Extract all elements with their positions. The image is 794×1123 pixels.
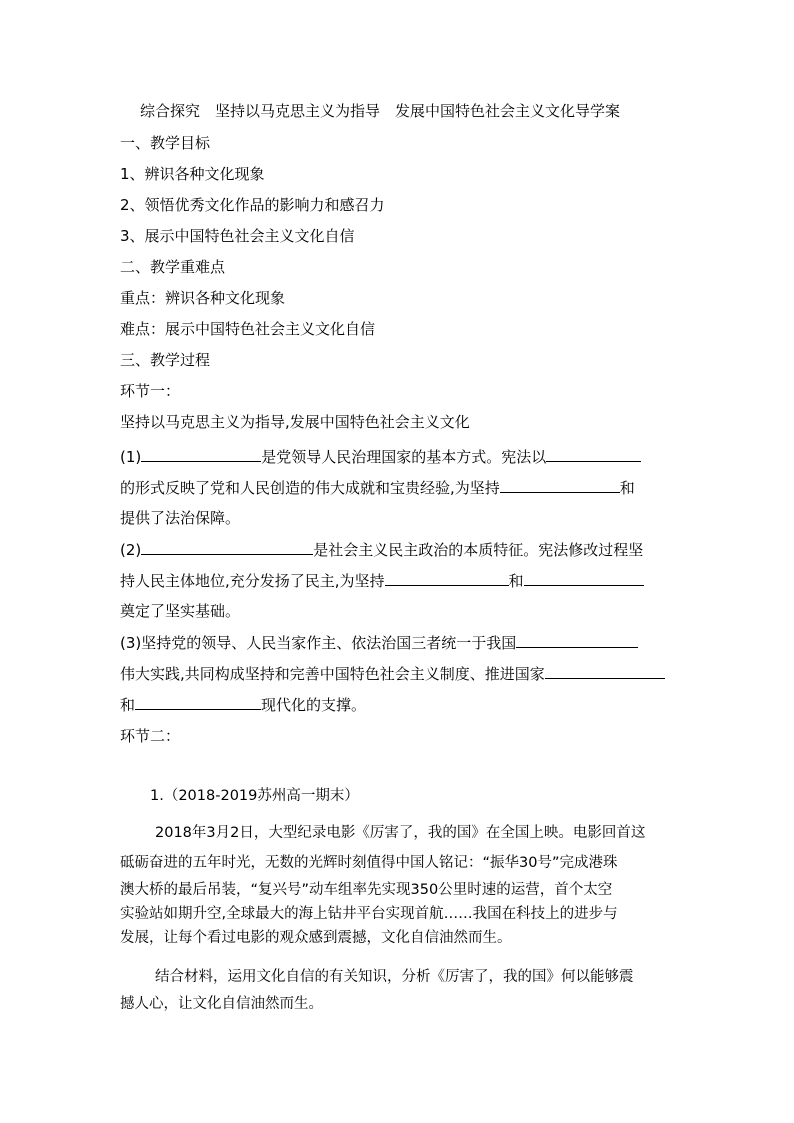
paragraph-text: 是社会主义民主政治的本质特征。宪法修改过程坚 <box>313 541 644 559</box>
fill-paragraph-1-cont <box>120 477 635 498</box>
objective-item: 1、辨识各种文化现象 <box>120 165 265 183</box>
difficult-point: 难点：展示中国特色社会主义文化自信 <box>120 320 376 338</box>
answer-blank[interactable] <box>546 446 641 462</box>
answer-blank[interactable] <box>545 663 665 679</box>
link-two-label: 环节二： <box>120 727 181 745</box>
question-material-line: 砥砺奋进的五年时光，无数的光辉时刻值得中国人铭记：“振华30号”完成港珠 <box>120 855 618 871</box>
paragraph-text: 伟大实践,共同构成坚持和完善中国特色社会主义制度、推进国家 <box>120 665 545 683</box>
key-point: 重点：辨识各种文化现象 <box>120 289 286 307</box>
answer-blank[interactable] <box>141 446 261 462</box>
fill-paragraph-3 <box>120 632 638 653</box>
paragraph-text: 奠定了坚实基础。 <box>120 602 241 620</box>
item-number: (2) <box>120 541 142 559</box>
question-prompt-line: 撼人心，让文化自信油然而生。 <box>120 996 323 1012</box>
paragraph-text: 和 <box>120 696 136 714</box>
fill-paragraph-2 <box>120 539 643 560</box>
section-heading-process: 三、教学过程 <box>120 351 211 369</box>
answer-blank[interactable] <box>500 477 620 493</box>
answer-blank[interactable] <box>135 694 261 710</box>
answer-blank[interactable] <box>516 632 638 648</box>
answer-blank[interactable] <box>141 539 313 555</box>
paragraph-text: 的形式反映了党和人民创造的伟大成就和宝贵经验,为坚持 <box>120 479 500 497</box>
question-header: 1.（2018-2019苏州高一期末） <box>150 788 359 804</box>
paragraph-text: 持人民主体地位,充分发扬了民主,为坚持 <box>120 572 385 590</box>
page-title: 综合探究 坚持以马克思主义为指导 发展中国特色社会主义文化导学案 <box>140 102 621 120</box>
question-prompt-line: 结合材料，运用文化自信的有关知识，分析《厉害了，我的国》何以能够震 <box>155 969 634 985</box>
question-material-line: 实验站如期升空,全球最大的海上钻井平台实现首航……我国在科技上的进步与 <box>120 906 618 922</box>
fill-paragraph-1 <box>120 446 641 467</box>
fill-paragraph-2-cont <box>120 570 644 591</box>
paragraph-text: (3)坚持党的领导、人民当家作主、依法治国三者统一于我国 <box>120 634 517 652</box>
answer-blank[interactable] <box>524 570 644 586</box>
paragraph-text: 提供了法治保障。 <box>120 509 241 527</box>
link-one-label: 环节一： <box>120 382 181 400</box>
link-one-topic: 坚持以马克思主义为指导,发展中国特色社会主义文化 <box>120 413 470 431</box>
fill-paragraph-3-cont <box>120 663 665 684</box>
question-material-line: 2018年3月2日，大型纪录电影《厉害了，我的国》在全国上映。电影回首这 <box>155 825 646 841</box>
item-number: (1) <box>120 448 142 466</box>
paragraph-text: 和 <box>508 572 524 590</box>
question-material-line: 发展，让每个看过电影的观众感到震撼，文化自信油然而生。 <box>120 930 512 946</box>
fill-paragraph-3-end <box>120 694 366 715</box>
objective-item: 2、领悟优秀文化作品的影响力和感召力 <box>120 196 385 214</box>
section-heading-keypoints: 二、教学重难点 <box>120 258 226 276</box>
paragraph-text: 和 <box>619 479 635 497</box>
objective-item: 3、展示中国特色社会主义文化自信 <box>120 227 355 245</box>
question-material-line: 澳大桥的最后吊装，“复兴号”动车组率先实现350公里时速的运营，首个太空 <box>120 882 613 898</box>
paragraph-text: 现代化的支撑。 <box>261 696 367 714</box>
paragraph-text: 是党领导人民治理国家的基本方式。宪法以 <box>261 448 547 466</box>
answer-blank[interactable] <box>385 570 509 586</box>
section-heading-objectives: 一、教学目标 <box>120 134 211 152</box>
